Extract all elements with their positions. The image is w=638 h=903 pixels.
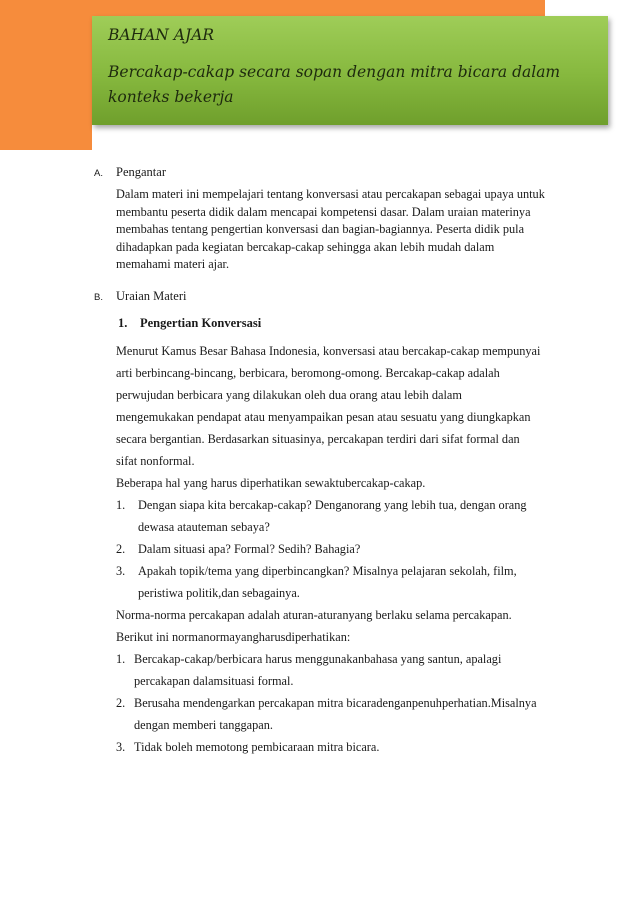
list1-item-line: peristiwa politik,dan sebagainya.	[138, 586, 300, 600]
norma-line: Berikut ini normanormayangharusdiperhatikan:	[116, 630, 351, 644]
list2-item-line: Bercakap-cakap/berbicara harus menggunakanbahasa yang santun, apalagi	[134, 652, 502, 666]
list2-item-line: Tidak boleh memotong pembicaraan mitra bicara.	[134, 740, 380, 754]
list2-item-line: Berusaha mendengarkan percakapan mitra bicaradenganpenuhperhatian.Misalnya	[134, 696, 537, 710]
title-banner	[92, 16, 608, 125]
definition-line: Menurut Kamus Besar Bahasa Indonesia, konversasi atau bercakap-cakap mempunyai	[116, 344, 541, 358]
list2-number: 1.	[116, 652, 126, 666]
section-b-heading: Uraian Materi	[116, 289, 187, 303]
subheading-title: Pengertian Konversasi	[140, 316, 262, 330]
list2-number: 2.	[116, 696, 126, 710]
list2-item-line: dengan memberi tanggapan.	[134, 718, 273, 732]
list1-number: 2.	[116, 542, 126, 556]
list1-item-line: Apakah topik/tema yang diperbincangkan? Misalnya pelajaran sekolah, film,	[138, 564, 517, 578]
norma-line: Norma-norma percakapan adalah aturan-aturanyang berlaku selama percakapan.	[116, 608, 512, 622]
definition-line: mengemukakan pendapat atau menyampaikan pesan atau sesuatu yang diungkapkan	[116, 410, 531, 424]
list1-number: 3.	[116, 564, 126, 578]
list1-item-line: Dalam situasi apa? Formal? Sedih? Bahagia?	[138, 542, 361, 556]
section-b-marker: B.	[94, 292, 103, 303]
section-a-heading: Pengantar	[116, 165, 166, 179]
banner-title: Bercakap-cakap secara sopan dengan mitra bicara dalam konteks bekerja	[108, 63, 561, 106]
header-orange-side	[0, 0, 92, 150]
list1-item-line: Dengan siapa kita bercakap-cakap? Denganorang yang lebih tua, dengan orang	[138, 498, 527, 512]
list1-number: 1.	[116, 498, 126, 512]
list2-item-line: percakapan dalamsituasi formal.	[134, 674, 294, 688]
definition-line: perwujudan berbicara yang dilakukan oleh dua orang atau lebih dalam	[116, 388, 462, 402]
definition-line: arti berbincang-bincang, berbicara, beromong-omong. Bercakap-cakap adalah	[116, 366, 500, 380]
section-a-marker: A.	[94, 168, 103, 179]
list1-intro: Beberapa hal yang harus diperhatikan sewaktubercakap-cakap.	[116, 476, 426, 490]
definition-line: secara bergantian. Berdasarkan situasinya, percakapan terdiri dari sifat formal dan	[116, 432, 520, 446]
subheading-number: 1.	[118, 316, 128, 330]
list2-number: 3.	[116, 740, 126, 754]
section-a-body: Dalam materi ini mempelajari tentang konversasi atau percakapan sebagai upaya untuk membantu peserta didik dalam mencapai kompetensi dasar. Dalam uraian materinya membahas tentang pengertian konversasi dan bagian-bagiannya. Peserta didik pula dihadapkan pada kegiatan bercakap-cakap sehingga akan lebih mudah dalam memahami materi ajar.	[116, 187, 545, 272]
list1-item-line: dewasa atauteman sebaya?	[138, 520, 270, 534]
definition-line: sifat nonformal.	[116, 454, 195, 468]
banner-label: BAHAN AJAR	[108, 26, 215, 44]
